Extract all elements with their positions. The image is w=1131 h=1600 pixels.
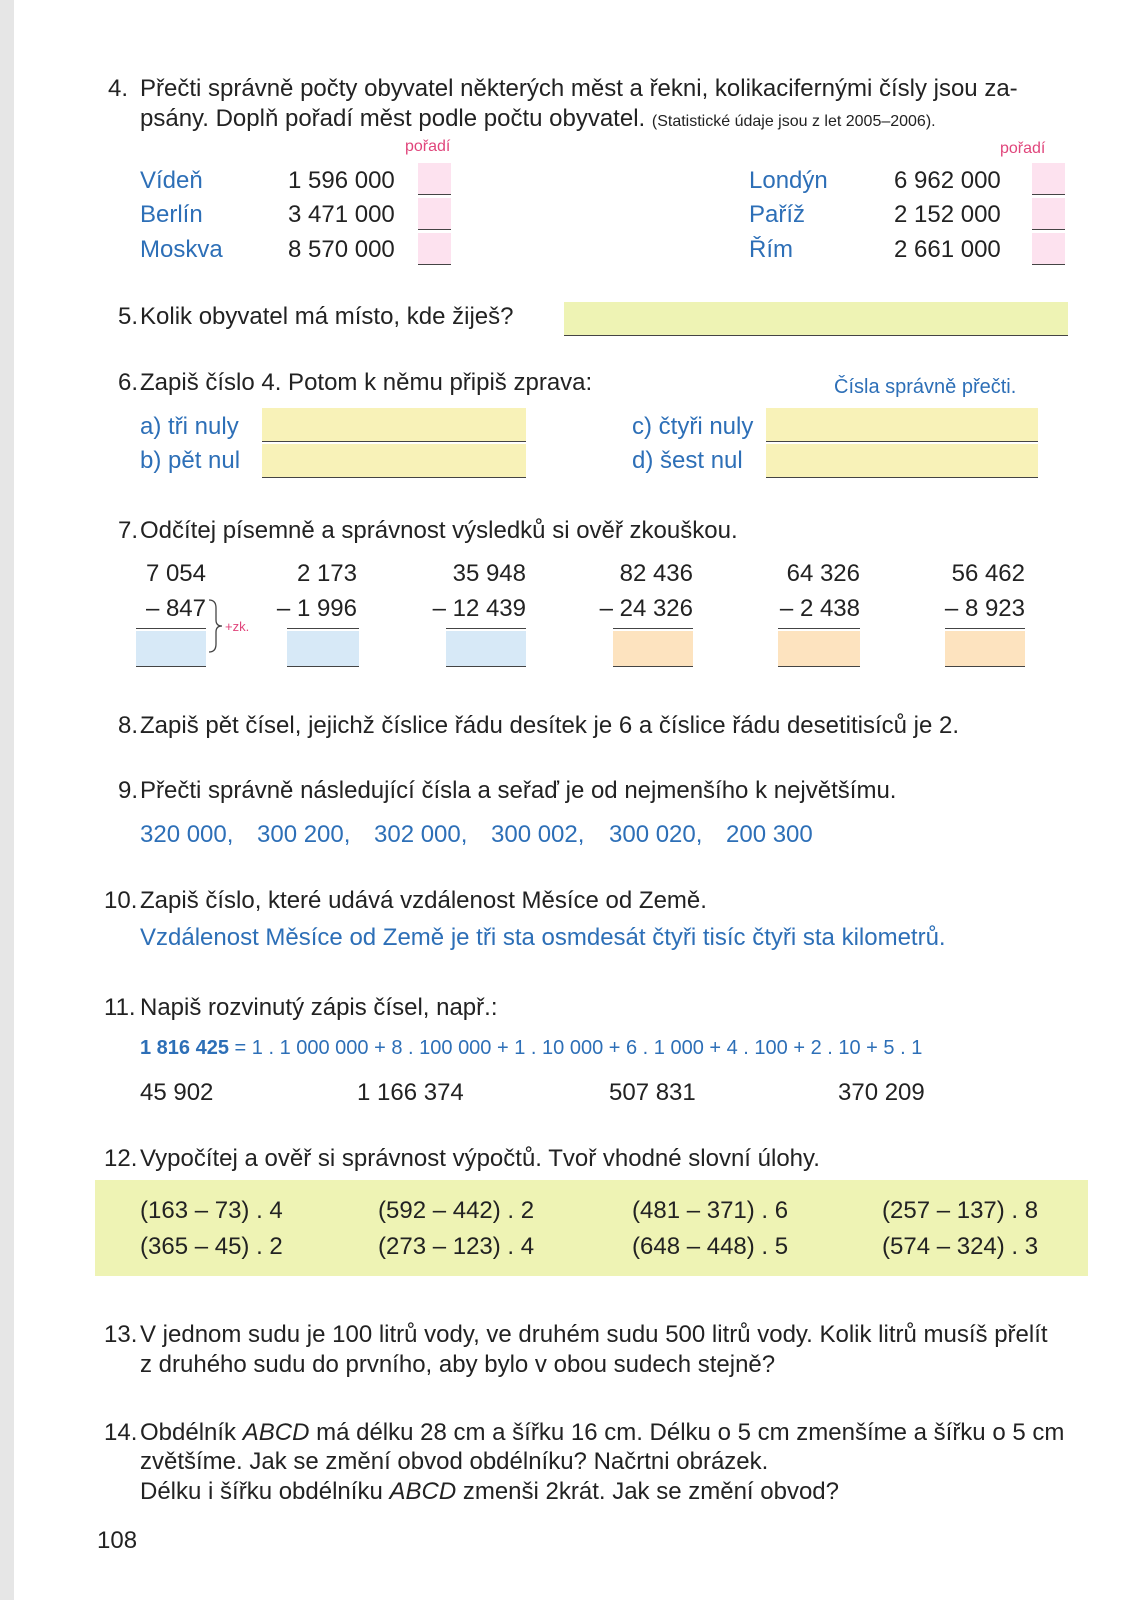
sum-line (613, 628, 693, 629)
page-edge (0, 0, 14, 1600)
subtrahend: – 24 326 (599, 595, 693, 622)
ex5-text: Kolik obyvatel má místo, kde žiješ? (140, 303, 514, 330)
ex9-text: Přečti správně následující čísla a seřaď je od nejmenšího k největšímu. (140, 777, 897, 804)
ex6-answer-c[interactable] (766, 408, 1038, 442)
ex14-line1-end: má délku 28 cm a šířku 16 cm. Délku o 5 cm zmenšíme a šířku o 5 cm (309, 1419, 1065, 1446)
ex14-text-line1 (140, 1418, 1064, 1448)
result-field[interactable] (287, 631, 359, 667)
ex11-number: 11. (104, 994, 136, 1021)
ex13-number: 13. (104, 1321, 138, 1348)
ex6-item-d: d) šest nul (632, 447, 743, 474)
ex4-text-line2 (140, 104, 936, 137)
order-box[interactable] (1032, 163, 1065, 195)
ex12-expression: (273 – 123) . 4 (378, 1233, 535, 1260)
minuend: 64 326 (786, 560, 860, 587)
ex14-rect-name: ABCD (389, 1478, 457, 1505)
ex8-number: 8. (118, 712, 139, 739)
ex4-note: (Statistické údaje jsou z let 2005–2006). (651, 113, 936, 130)
ex14-rect-name: ABCD (242, 1419, 310, 1446)
sum-line (778, 628, 860, 629)
result-field[interactable] (446, 631, 526, 667)
ex10-sentence: Vzdálenost Měsíce od Země je tři sta osmdesát čtyři tisíc čtyři sta kilometrů. (140, 924, 946, 951)
subtrahend: – 12 439 (432, 595, 526, 622)
minuend: 56 462 (951, 560, 1025, 587)
subtrahend: – 8 923 (944, 595, 1025, 622)
ex4-number: 4. (108, 75, 129, 102)
ex12-expression: (365 – 45) . 2 (140, 1233, 283, 1260)
ex12-expression: (574 – 324) . 3 (882, 1233, 1039, 1260)
ex10-number: 10. (104, 887, 138, 914)
ex11-example-number: 1 816 425 (140, 1037, 229, 1059)
order-label-left: pořadí (405, 138, 451, 155)
minuend: 82 436 (619, 560, 693, 587)
order-box[interactable] (418, 163, 451, 195)
ex11-number-item: 1 166 374 (357, 1079, 464, 1106)
check-label: +zk. (225, 619, 250, 634)
city-name: Londýn (749, 167, 828, 194)
ex5-number: 5. (118, 303, 139, 330)
ex4-line2-main: psány. Doplň pořadí měst podle počtu obyvatel. (140, 105, 646, 132)
page-number: 108 (97, 1527, 138, 1554)
ex9-number-item: 300 002, (491, 821, 585, 848)
order-box[interactable] (418, 198, 451, 230)
minuend: 2 173 (296, 560, 357, 587)
city-name: Vídeň (140, 167, 203, 194)
ex4-text-line1: Přečti správně počty obyvatel některých měst a řekni, kolikacifernými čísly jsou za- (140, 75, 1018, 102)
city-name: Berlín (140, 201, 203, 228)
ex11-example (140, 1035, 922, 1061)
sum-line (287, 628, 359, 629)
ex14-text-line3 (140, 1477, 839, 1507)
subtrahend: – 1 996 (276, 595, 357, 622)
city-population: 6 962 000 (894, 167, 1001, 194)
minuend: 7 054 (145, 560, 206, 587)
city-population: 1 596 000 (288, 167, 395, 194)
ex6-answer-d[interactable] (766, 444, 1038, 478)
ex11-number-item: 370 209 (838, 1079, 925, 1106)
ex8-text: Zapiš pět čísel, jejichž číslice řádu desítek je 6 a číslice řádu desetitisíců je 2. (140, 712, 960, 739)
city-name: Řím (749, 236, 793, 263)
ex11-text: Napiš rozvinutý zápis čísel, např.: (140, 994, 498, 1021)
city-name: Paříž (749, 201, 806, 228)
ex14-number: 14. (104, 1419, 138, 1446)
ex13-text-line1: V jednom sudu je 100 litrů vody, ve druhém sudu 500 litrů vody. Kolik litrů musíš přelít (140, 1321, 1048, 1348)
subtrahend: – 2 438 (779, 595, 860, 622)
ex7-number: 7. (118, 517, 139, 544)
ex12-expression: (648 – 448) . 5 (632, 1233, 789, 1260)
ex12-number: 12. (104, 1145, 138, 1172)
ex9-number: 9. (118, 777, 139, 804)
ex12-text: Vypočítej a ověř si správnost výpočtů. Tvoř vhodné slovní úlohy. (140, 1145, 820, 1172)
ex7-text: Odčítej písemně a správnost výsledků si ověř zkouškou. (140, 517, 738, 544)
sum-line (136, 628, 206, 629)
ex14-line1-start: Obdélník (140, 1419, 243, 1446)
ex9-number-item: 300 200, (257, 821, 351, 848)
sum-line (945, 628, 1025, 629)
result-field[interactable] (136, 631, 206, 667)
ex10-text: Zapiš číslo, které udává vzdálenost Měsíce od Země. (140, 887, 707, 914)
ex6-item-c: c) čtyři nuly (632, 413, 754, 440)
ex9-number-item: 302 000, (374, 821, 468, 848)
ex13-text-line2: z druhého sudu do prvního, aby bylo v obou sudech stejně? (140, 1351, 776, 1378)
ex6-item-a: a) tři nuly (140, 413, 239, 440)
ex6-answer-b[interactable] (262, 444, 526, 478)
minuend: 35 948 (452, 560, 526, 587)
ex9-number-item: 200 300 (726, 821, 813, 848)
ex12-expression: (592 – 442) . 2 (378, 1197, 535, 1224)
ex5-answer-field[interactable] (564, 302, 1068, 336)
ex11-number-item: 507 831 (609, 1079, 696, 1106)
order-label-right: pořadí (1000, 140, 1046, 157)
sum-line (446, 628, 526, 629)
order-box[interactable] (1032, 233, 1065, 265)
city-population: 2 152 000 (894, 201, 1001, 228)
result-field[interactable] (945, 631, 1025, 667)
ex6-hint: Čísla správně přečti. (834, 376, 1017, 398)
ex11-number-item: 45 902 (140, 1079, 214, 1106)
ex6-number: 6. (118, 369, 139, 396)
ex12-expression: (481 – 371) . 6 (632, 1197, 789, 1224)
ex6-text: Zapiš číslo 4. Potom k němu připiš zprava: (140, 369, 593, 396)
city-population: 3 471 000 (288, 201, 395, 228)
ex14-text-line2: zvětšíme. Jak se změní obvod obdélníku? Načrtni obrázek. (140, 1448, 769, 1475)
city-name: Moskva (140, 236, 223, 263)
ex6-answer-a[interactable] (262, 408, 526, 442)
subtrahend: – 847 (145, 595, 206, 622)
ex12-expression: (163 – 73) . 4 (140, 1197, 283, 1224)
city-population: 2 661 000 (894, 236, 1001, 263)
ex14-line3-start: Délku i šířku obdélníku (140, 1478, 390, 1505)
order-box[interactable] (1032, 198, 1065, 230)
ex14-line3-end: zmenši 2krát. Jak se změní obvod? (456, 1478, 839, 1505)
ex12-expression: (257 – 137) . 8 (882, 1197, 1039, 1224)
result-field[interactable] (778, 631, 860, 667)
ex9-number-item: 300 020, (609, 821, 703, 848)
ex11-example-expression: = 1 . 1 000 000 + 8 . 100 000 + 1 . 10 000 + 6 . 1 000 + 4 . 100 + 2 . 10 + 5 . 1 (234, 1037, 923, 1059)
result-field[interactable] (613, 631, 693, 667)
ex6-item-b: b) pět nul (140, 447, 241, 474)
city-population: 8 570 000 (288, 236, 395, 263)
ex9-number-item: 320 000, (140, 821, 234, 848)
order-box[interactable] (418, 233, 451, 265)
